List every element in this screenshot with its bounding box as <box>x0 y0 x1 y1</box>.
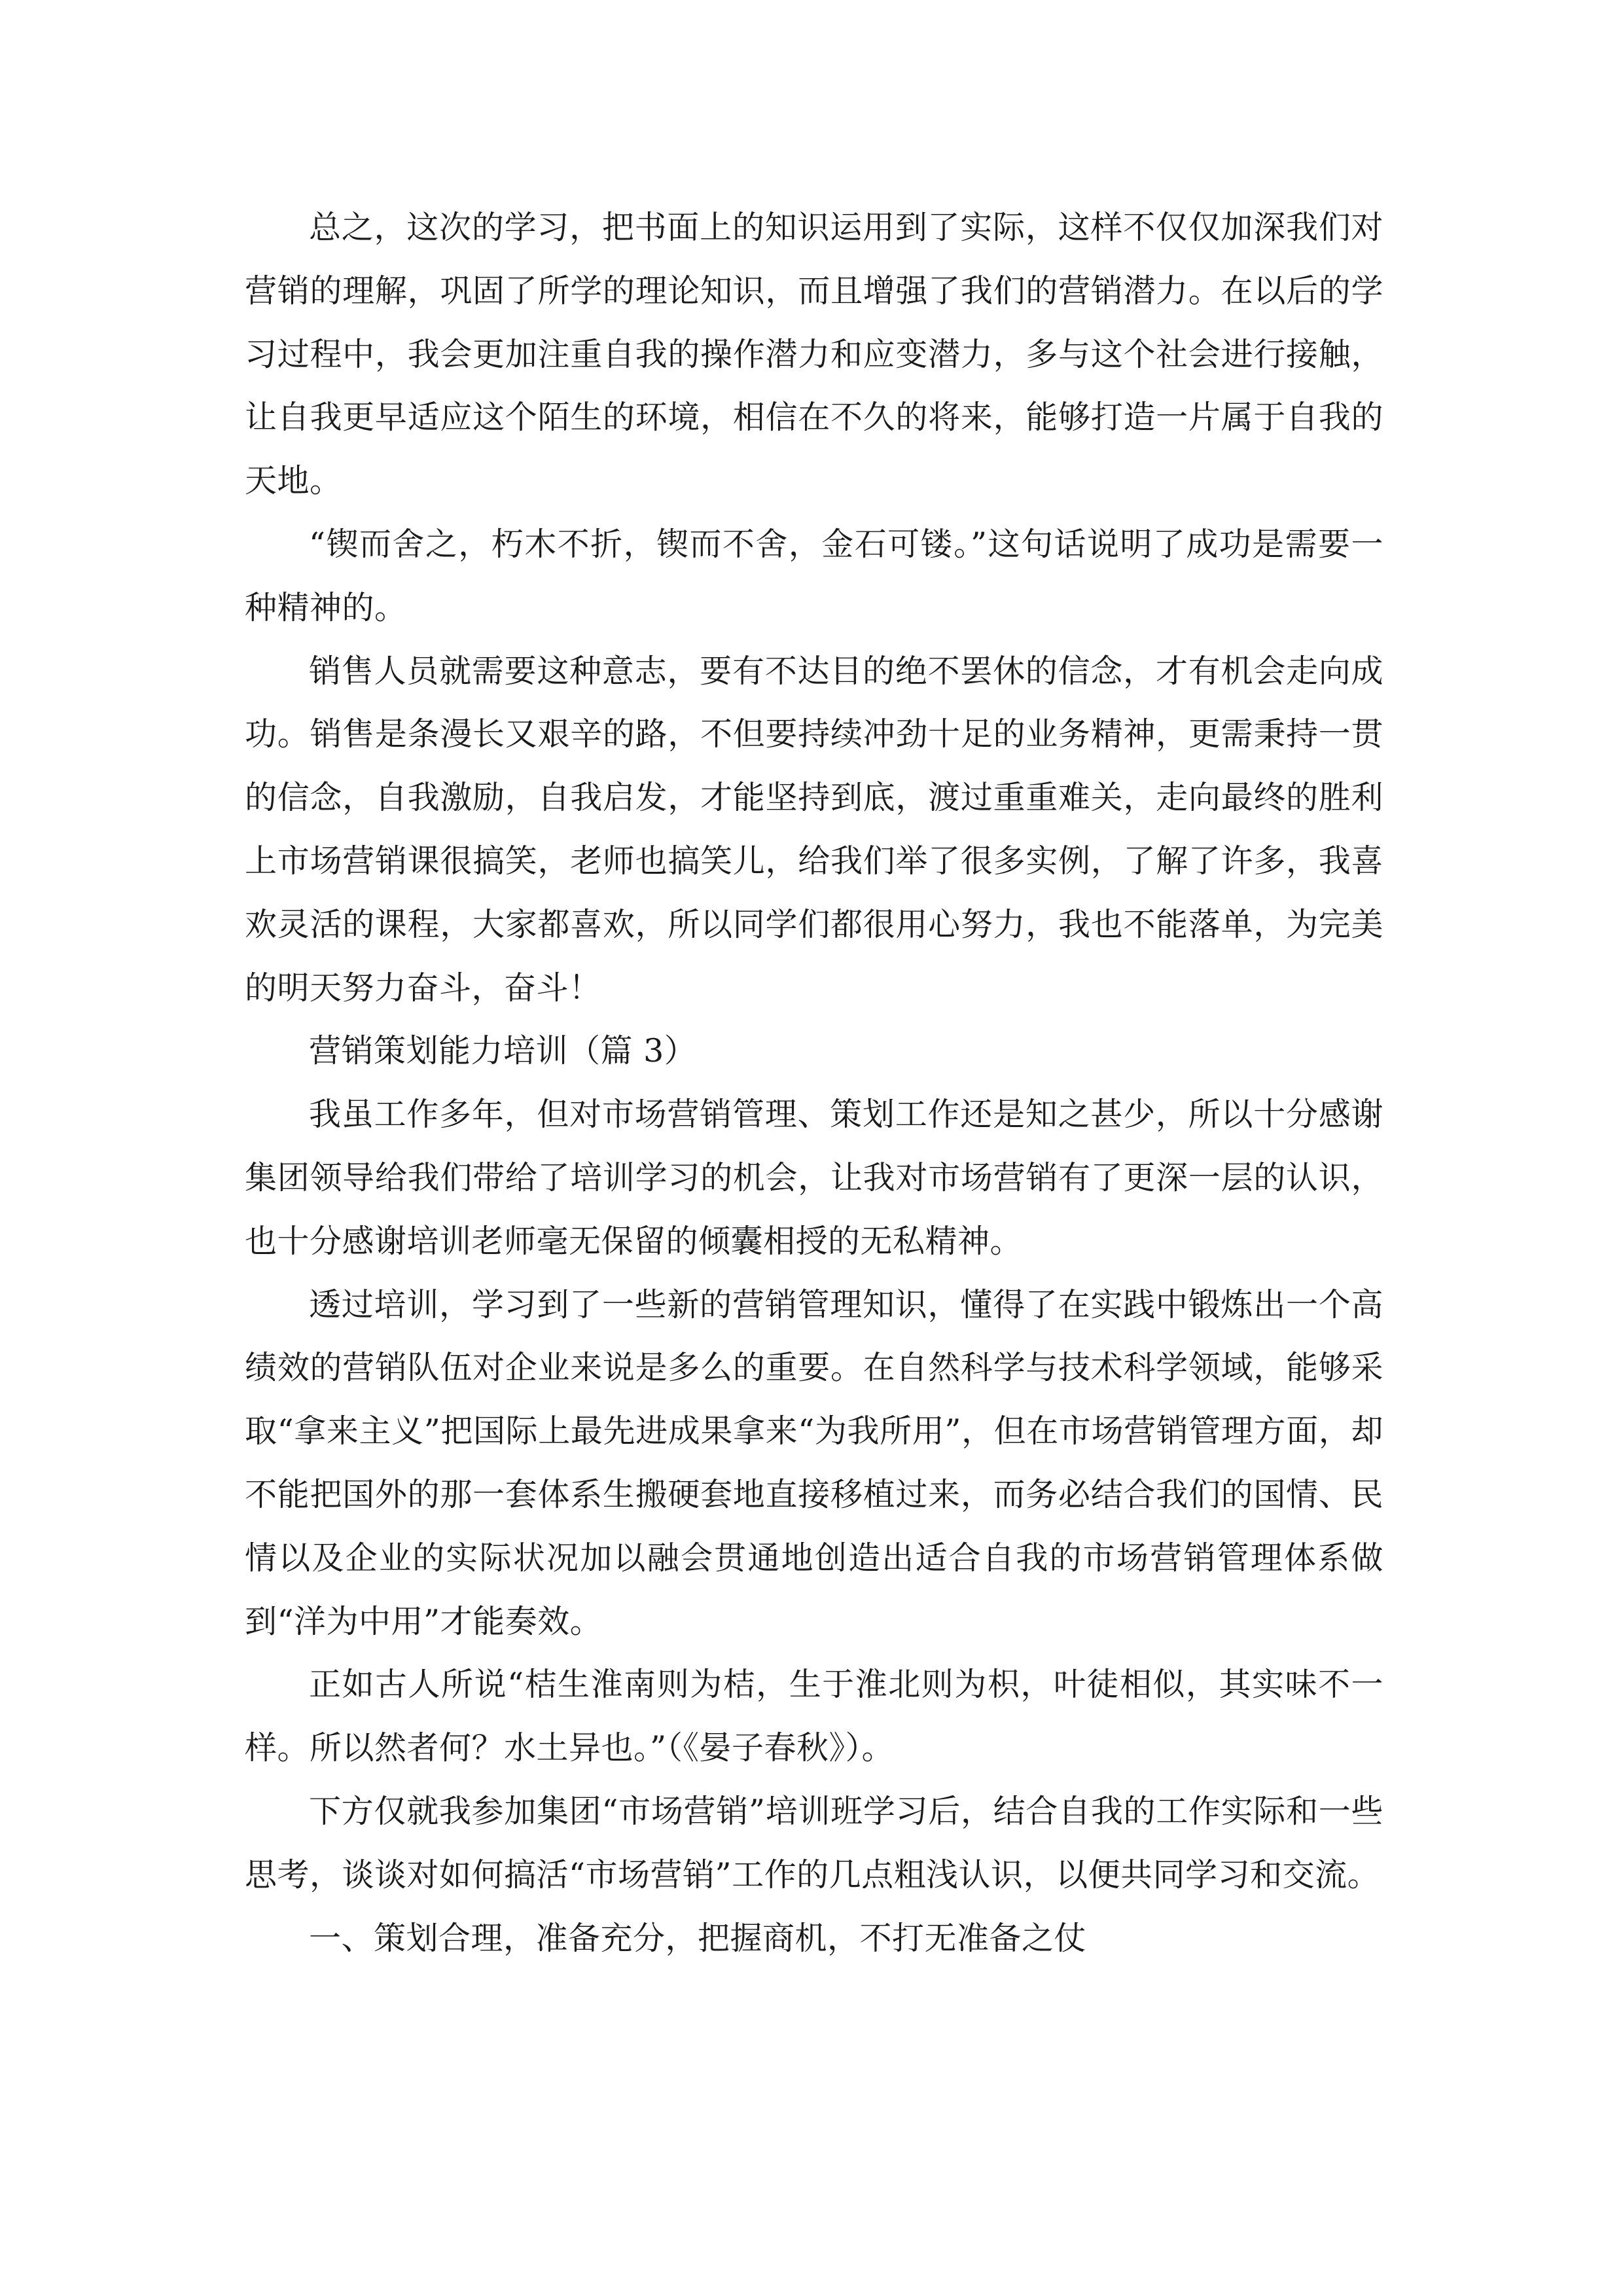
paragraph-sales-will: 销售人员就需要这种意志，要有不达目的绝不罢休的信念，才有机会走向成功。销售是条漫长又艰辛的路，不但要持续冲劲十足的业务精神，更需秉持一贯的信念，自我激励，自我启发，才能坚持到底，渡过重重难关，走向最终的胜利上市场营销课很搞笑，老师也搞笑儿，给我们举了很多实例，了解了许多，我喜欢灵活的课程，大家都喜欢，所以同学们都很用心努力，我也不能落单，为完美的明天努力奋斗，奋斗！ <box>245 652 1383 1007</box>
paragraph-following: 下方仅就我参加集团“市场营销”培训班学习后，结合自我的工作实际和一些思考，谈谈对如何搞活“市场营销”工作的几点粗浅认识，以便共同学习和交流。 <box>245 1792 1383 1893</box>
paragraph-quote: “锲而舍之，朽木不折，锲而不舍，金石可镂。”这句话说明了成功是需要一种精神的。 <box>245 525 1383 626</box>
paragraph-conclusion: 总之，这次的学习，把书面上的知识运用到了实际，这样不仅仅加深我们对营销的理解，巩固了所学的理论知识，而且增强了我们的营销潜力。在以后的学习过程中，我会更加注重自我的操作潜力和应变潜力，多与这个社会进行接触，让自我更早适应这个陌生的环境，相信在不久的将来，能够打造一片属于自我的天地。 <box>245 209 1383 500</box>
paragraph-training-thanks: 我虽工作多年，但对市场营销管理、策划工作还是知之甚少，所以十分感谢集团领导给我们带给了培训学习的机会，让我对市场营销有了更深一层的认识，也十分感谢培训老师毫无保留的倾囊相授的无私精神。 <box>245 1096 1383 1260</box>
body-text <box>245 196 1383 1970</box>
paragraph-training-knowledge: 透过培训，学习到了一些新的营销管理知识，懂得了在实践中锻炼出一个高绩效的营销队伍对企业来说是多么的重要。在自然科学与技术科学领域，能够采取“拿来主义”把国际上最先进成果拿来“为我所用”，但在市场营销管理方面，却不能把国外的那一套体系生搬硬套地直接移植过来，而务必结合我们的国情、民情以及企业的实际状况加以融会贯通地创造出适合自我的市场营销管理体系做到“洋为中用”才能奏效。 <box>245 1285 1383 1640</box>
section-heading-part-3: 营销策划能力培训（篇 3） <box>309 1032 697 1070</box>
paragraph-ancient-saying: 正如古人所说“桔生淮南则为桔，生于淮北则为枳，叶徒相似，其实味不一样。所以然者何？水土异也。”（《晏子春秋》）。 <box>245 1666 1383 1767</box>
subheading-planning: 一、策划合理，准备充分，把握商机，不打无准备之仗 <box>309 1919 1087 1957</box>
